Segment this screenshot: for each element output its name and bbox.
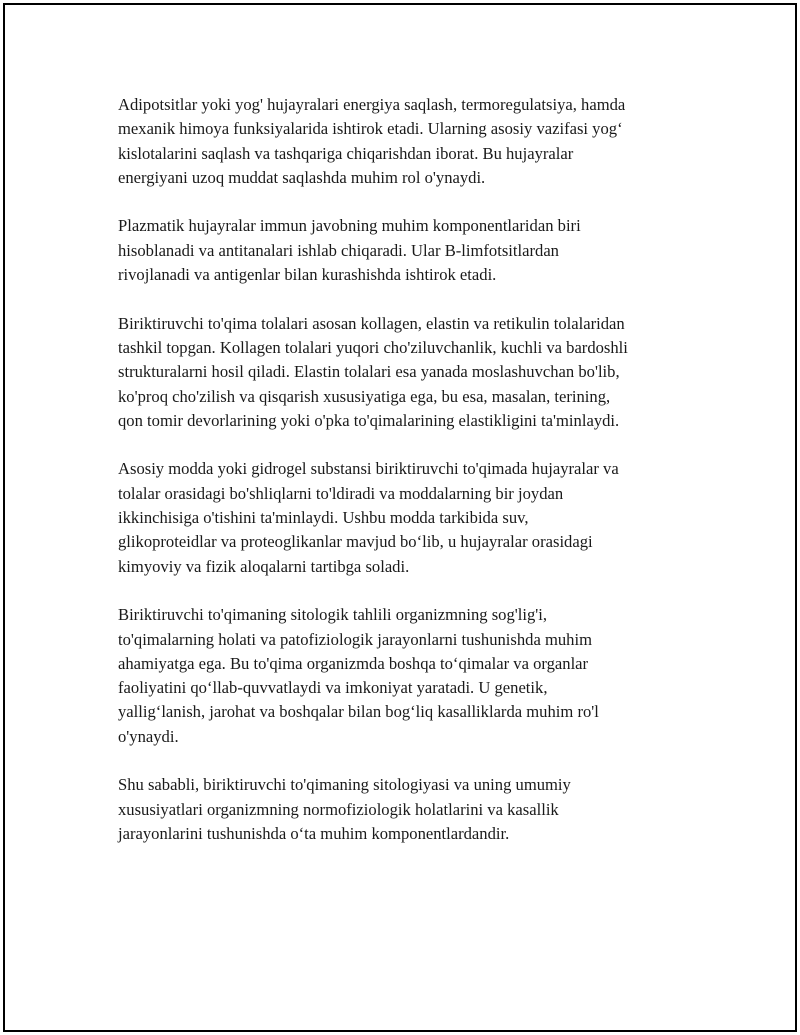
text-line: hisoblanadi va antitanalari ishlab chiqaradi. Ular B-limfotsitlardan xyxy=(118,240,559,260)
text-line: kimyoviy va fizik aloqalarni tartibga soladi. xyxy=(118,556,410,576)
text-line: tashkil topgan. Kollagen tolalari yuqori cho'ziluvchanlik, kuchli va bardoshli xyxy=(118,337,628,357)
text-line: Adipotsitlar yoki yog' hujayralari energiya saqlash, termoregulatsiya, hamda xyxy=(118,95,626,114)
text-line: Plazmatik hujayralar immun javobning muhim komponentlaridan biri xyxy=(118,216,581,236)
text-line: qon tomir devorlarining yoki o'pka to'qimalarining elastikligini ta'minlaydi. xyxy=(118,410,620,430)
text-line: rivojlanadi va antigenlar bilan kurashishda ishtirok etadi. xyxy=(118,265,497,285)
text-line: energiyani uzoq muddat saqlashda muhim rol o'ynaydi. xyxy=(118,167,486,187)
paragraph-plasma-cells xyxy=(118,214,698,287)
text-line: ikkinchisiga o'tishini ta'minlaydi. Ushbu modda tarkibida suv, xyxy=(118,508,529,528)
paragraph-conclusion xyxy=(118,773,698,846)
text-line: faoliyatini qo‘llab-quvvatlaydi va imkoniyat yaratadi. U genetik, xyxy=(118,678,548,698)
paragraph-ground-substance xyxy=(118,457,698,578)
text-line: mexanik himoya funksiyalarida ishtirok etadi. Ularning asosiy vazifasi yog‘ xyxy=(118,119,623,139)
text-line: Biriktiruvchi to'qima tolalari asosan kollagen, elastin va retikulin tolalaridan xyxy=(118,313,625,333)
text-line: Shu sababli, biriktiruvchi to'qimaning sitologiyasi va uning umumiy xyxy=(118,775,571,795)
paragraph-cytological-analysis xyxy=(118,603,698,749)
text-line: to'qimalarning holati va patofiziologik jarayonlarni tushunishda muhim xyxy=(118,629,592,649)
document-body xyxy=(118,93,698,871)
text-line: ahamiyatga ega. Bu to'qima organizmda boshqa to‘qimalar va organlar xyxy=(118,653,589,673)
text-line: Asosiy modda yoki gidrogel substansi biriktiruvchi to'qimada hujayralar va xyxy=(118,459,619,479)
paragraph-adipocytes xyxy=(118,93,698,190)
text-line: kislotalarini saqlash va tashqariga chiqarishdan iborat. Bu hujayralar xyxy=(118,143,574,163)
text-line: ko'proq cho'zilish va qisqarish xususiyatiga ega, bu esa, masalan, terining, xyxy=(118,386,611,406)
text-line: o'ynaydi. xyxy=(118,726,179,746)
text-line: yallig‘lanish, jarohat va boshqalar bilan bog‘liq kasalliklarda muhim ro'l xyxy=(118,702,599,722)
text-line: Biriktiruvchi to'qimaning sitologik tahlili organizmning sog'lig'i, xyxy=(118,605,548,625)
text-line: strukturalarni hosil qiladi. Elastin tolalari esa yanada moslashuvchan bo'lib, xyxy=(118,362,620,382)
text-line: jarayonlarini tushunishda o‘ta muhim komponentlardandir. xyxy=(118,823,510,843)
text-line: glikoproteidlar va proteoglikanlar mavjud bo‘lib, u hujayralar orasidagi xyxy=(118,532,593,552)
paragraph-connective-fibers xyxy=(118,312,698,433)
text-line: tolalar orasidagi bo'shliqlarni to'ldiradi va moddalarning bir joydan xyxy=(118,483,564,503)
text-line: xususiyatlari organizmning normofiziologik holatlarini va kasallik xyxy=(118,799,559,819)
